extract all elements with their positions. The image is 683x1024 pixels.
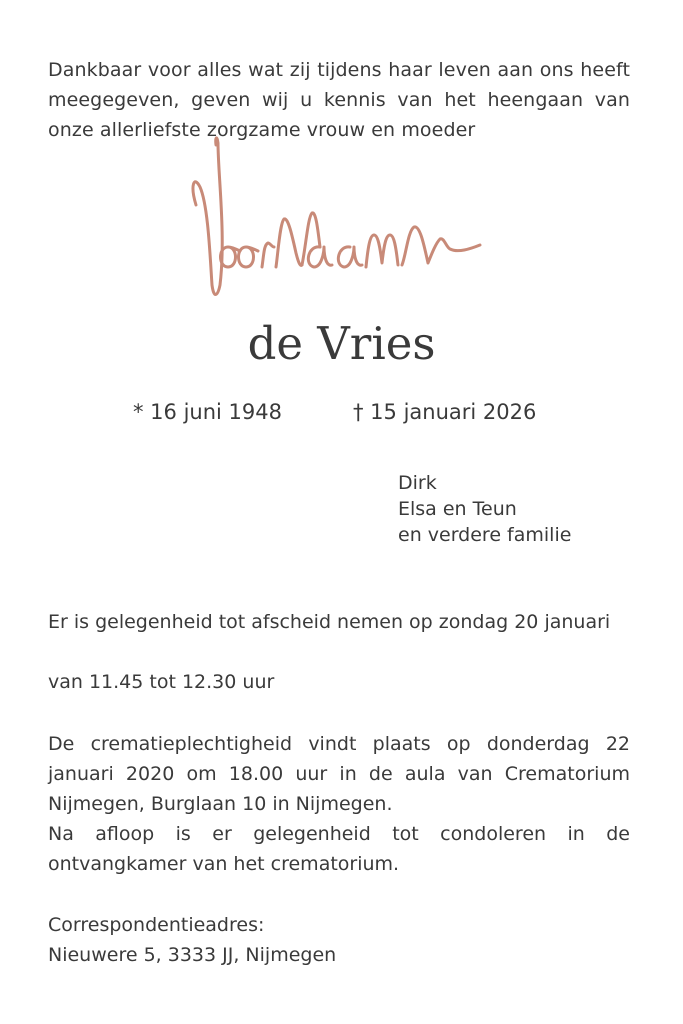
birth-date: * 16 juni 1948: [133, 400, 282, 424]
family-list: [398, 470, 571, 548]
family-line: en verdere familie: [398, 524, 572, 546]
condolence-text: Na afloop is er gelegenheid tot condoleren in de ontvangkamer van het crematorium.: [48, 823, 630, 875]
ceremony-section: [48, 729, 630, 879]
farewell-time: van 11.45 tot 12.30 uur: [48, 671, 275, 693]
address-section: [48, 910, 630, 970]
death-date: † 15 januari 2026: [353, 400, 537, 424]
first-name-signature: [188, 135, 498, 310]
surname: de Vries: [247, 317, 436, 370]
intro-text: Dankbaar voor alles wat zij tijdens haar leven aan ons heeft meegegeven, geven wij u kennis van het heengaan van onze allerliefste zorgzame vrouw en moeder: [48, 59, 630, 141]
family-line: Dirk: [398, 472, 437, 494]
address-text: Nieuwere 5, 3333 JJ, Nijmegen: [48, 944, 337, 966]
farewell-text: Er is gelegenheid tot afscheid nemen op zondag 20 januari: [48, 611, 611, 633]
family-line: Elsa en Teun: [398, 498, 517, 520]
address-label: Correspondentieadres:: [48, 914, 265, 936]
ceremony-text: De crematieplechtigheid vindt plaats op donderdag 22 januari 2020 om 18.00 uur in de aula van Crematorium Nijmegen, Burglaan 10 in Nijmegen.: [48, 733, 630, 815]
